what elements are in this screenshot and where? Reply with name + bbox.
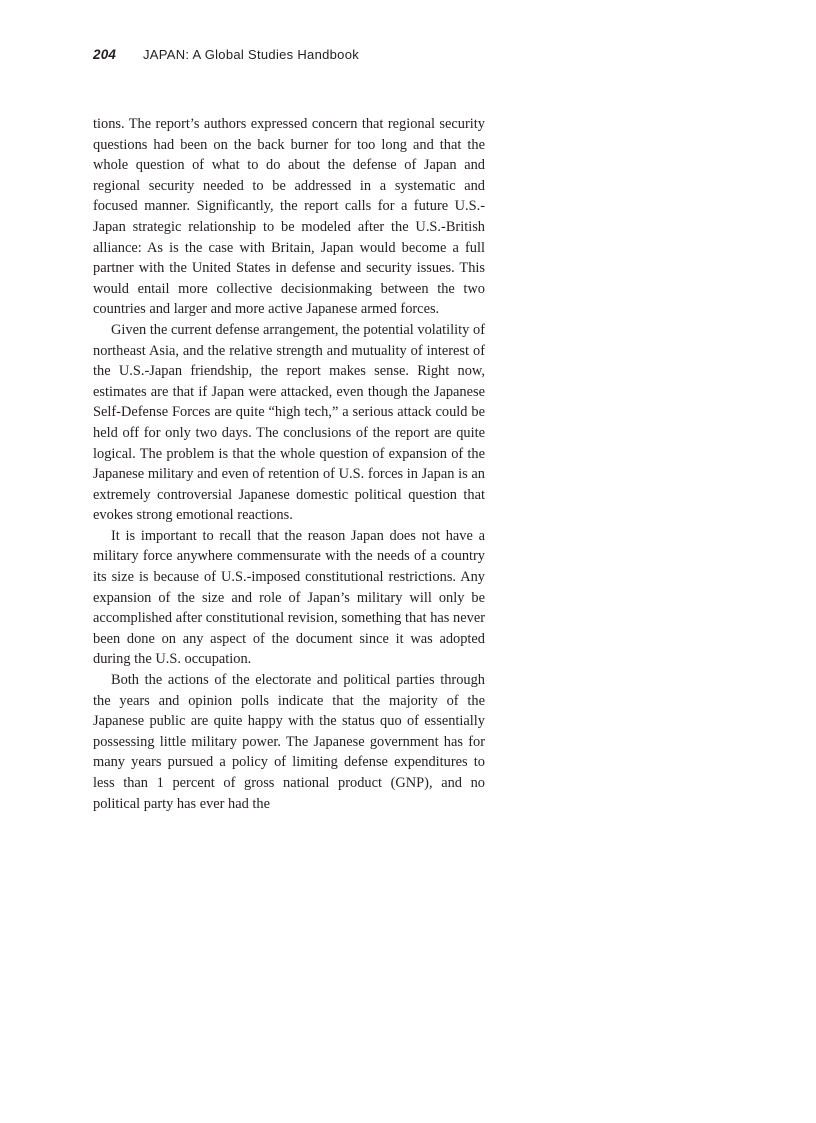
page-number: 204 xyxy=(93,47,117,62)
paragraph: Given the current defense arrangement, the potential volatility of northeast Asia, and the relative strength and mutuality of interest of the U.S.-Japan friendship, the report makes sense. Right now, estimates are that if Japan were attacked, even though the Japanese Self-Defense Forces are quite “high tech,” a serious attack could be held off for only two days. The conclusions of the report are quite logical. The problem is that the whole question of expansion of the Japanese military and even of retention of U.S. forces in Japan is an extremely controversial Japanese domestic political question that evokes strong emotional reactions. xyxy=(93,321,485,524)
body-text xyxy=(93,114,485,814)
paragraph: It is important to recall that the reason Japan does not have a military force anywhere commensurate with the needs of a country its size is because of U.S.-imposed constitutional restrictions. Any expansion of the size and role of Japan’s military will only be accomplished after constitutional revision, something that has never been done on any aspect of the document since it was adopted during the U.S. occupation. xyxy=(93,527,485,668)
paragraph-continued: tions. The report’s authors expressed concern that regional security questions had been on the back burner for too long and that the whole question of what to do about the defense of Japan and regional security needed to be addressed in a systematic and focused manner. Significantly, the report calls for a future U.S.-Japan strategic relationship to be modeled after the U.S.-British alliance: As is the case with Britain, Japan would become a full partner with the United States in defense and security issues. This would entail more collective decisionmaking between the two countries and larger and more active Japanese armed forces. xyxy=(93,116,485,318)
paragraph: Both the actions of the electorate and political parties through the years and opinion polls indicate that the majority of the Japanese public are quite happy with the status quo of essentially possessing little military power. The Japanese government has for many years pursued a policy of limiting defense expenditures to less than 1 percent of gross national product (GNP), and no political party has ever had the xyxy=(93,672,485,812)
running-header xyxy=(93,47,359,67)
book-title: JAPAN: A Global Studies Handbook xyxy=(143,47,360,62)
